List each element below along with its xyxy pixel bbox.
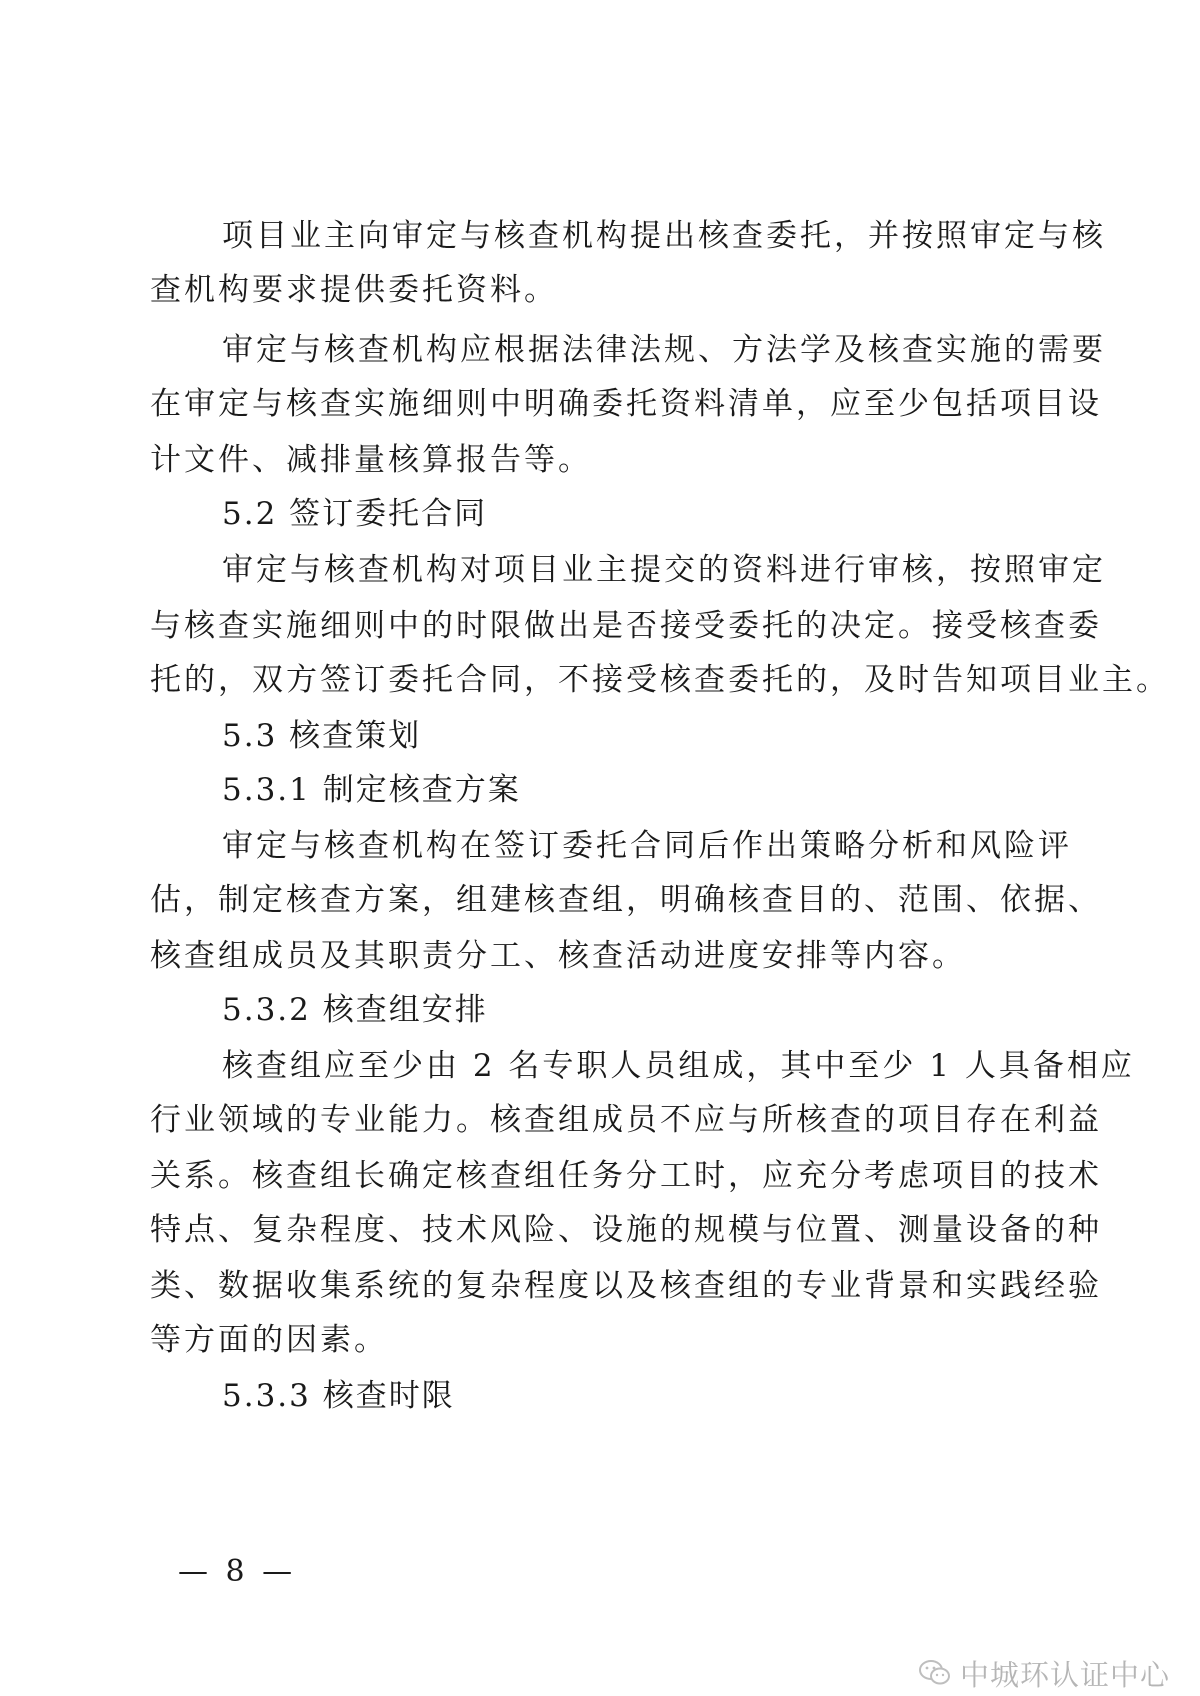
paragraph-line: 核查组成员及其职责分工、核查活动进度安排等内容。 xyxy=(150,938,966,974)
page-number: — 8 — xyxy=(178,1554,297,1589)
paragraph-line: 核查组应至少由 2 名专职人员组成，其中至少 1 人具备相应 xyxy=(222,1048,1135,1084)
paragraph-line: 特点、复杂程度、技术风险、设施的规模与位置、测量设备的种 xyxy=(150,1212,1102,1248)
watermark xyxy=(918,1656,1170,1690)
paragraph-line: 托的，双方签订委托合同，不接受核查委托的，及时告知项目业主。 xyxy=(150,662,1170,698)
subsection-heading: 5.3.1 制定核查方案 xyxy=(222,772,521,808)
paragraph-line: 与核查实施细则中的时限做出是否接受委托的决定。接受核查委 xyxy=(150,608,1102,644)
paragraph-line: 审定与核查机构对项目业主提交的资料进行审核，按照审定 xyxy=(222,552,1106,588)
wechat-icon xyxy=(918,1658,952,1688)
paragraph-line: 审定与核查机构在签订委托合同后作出策略分析和风险评 xyxy=(222,828,1072,864)
paragraph-line: 审定与核查机构应根据法律法规、方法学及核查实施的需要 xyxy=(222,332,1106,368)
paragraph-line: 查机构要求提供委托资料。 xyxy=(150,272,558,308)
paragraph-line: 等方面的因素。 xyxy=(150,1322,388,1358)
subsection-heading: 5.3.2 核查组安排 xyxy=(222,992,488,1028)
paragraph-line: 计文件、减排量核算报告等。 xyxy=(150,442,592,478)
subsection-heading: 5.3.3 核查时限 xyxy=(222,1378,455,1414)
paragraph-line: 在审定与核查实施细则中明确委托资料清单，应至少包括项目设 xyxy=(150,386,1102,422)
paragraph-line: 类、数据收集系统的复杂程度以及核查组的专业背景和实践经验 xyxy=(150,1268,1102,1304)
section-heading: 5.3 核查策划 xyxy=(222,718,422,754)
watermark-text: 中城环认证中心 xyxy=(960,1657,1171,1692)
paragraph-line: 估，制定核查方案，组建核查组，明确核查目的、范围、依据、 xyxy=(150,882,1102,918)
paragraph-line: 项目业主向审定与核查机构提出核查委托，并按照审定与核 xyxy=(222,218,1106,254)
paragraph-line: 关系。核查组长确定核查组任务分工时，应充分考虑项目的技术 xyxy=(150,1158,1102,1194)
paragraph-line: 行业领域的专业能力。核查组成员不应与所核查的项目存在利益 xyxy=(150,1102,1102,1138)
section-heading: 5.2 签订委托合同 xyxy=(222,496,488,532)
